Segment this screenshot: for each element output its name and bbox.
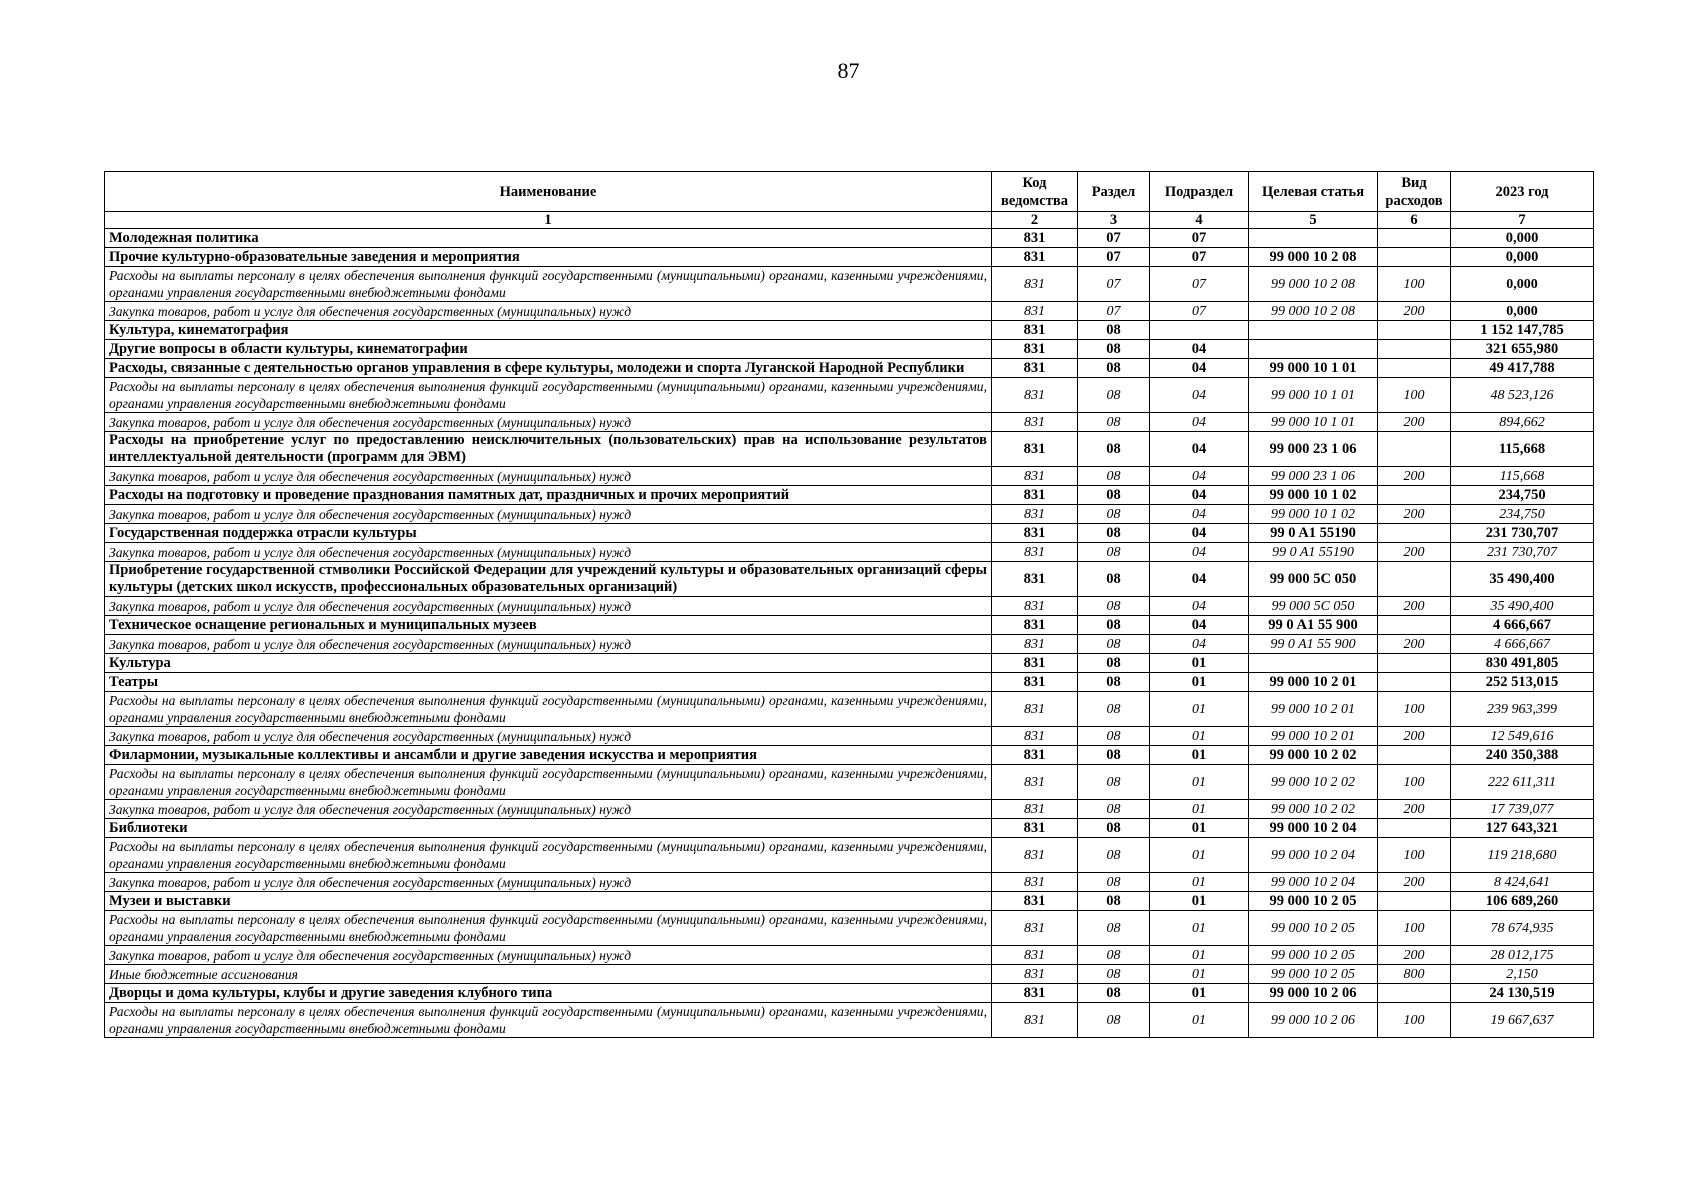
table-row [105, 965, 1594, 984]
row-target-cell: 99 000 10 2 01 [1249, 673, 1378, 692]
row-kind-cell [1378, 562, 1451, 597]
row-target-cell: 99 000 10 2 05 [1249, 946, 1378, 965]
row-target-cell: 99 000 10 2 02 [1249, 765, 1378, 800]
row-code-cell: 831 [992, 229, 1078, 248]
row-name-cell: Театры [105, 673, 992, 692]
row-kind-cell [1378, 229, 1451, 248]
header-target: Целевая статья [1249, 172, 1378, 212]
row-code-cell: 831 [992, 413, 1078, 432]
row-subsection-cell: 04 [1150, 413, 1249, 432]
row-section-cell: 08 [1078, 597, 1150, 616]
row-name-cell: Расходы, связанные с деятельностью органов управления в сфере культуры, молодежи и спорта Луганской Народной Республики [105, 359, 992, 378]
table-row [105, 229, 1594, 248]
row-name-cell: Закупка товаров, работ и услуг для обеспечения государственных (муниципальных) нужд [105, 543, 992, 562]
row-amount-cell: 17 739,077 [1451, 800, 1594, 819]
table-row [105, 873, 1594, 892]
row-name-cell: Закупка товаров, работ и услуг для обеспечения государственных (муниципальных) нужд [105, 946, 992, 965]
row-amount-cell: 4 666,667 [1451, 616, 1594, 635]
row-section-cell: 08 [1078, 965, 1150, 984]
row-section-cell: 08 [1078, 946, 1150, 965]
row-amount-cell: 8 424,641 [1451, 873, 1594, 892]
table-row [105, 543, 1594, 562]
column-number: 3 [1078, 212, 1150, 229]
table-row [105, 505, 1594, 524]
header-section: Раздел [1078, 172, 1150, 212]
row-code-cell: 831 [992, 486, 1078, 505]
row-code-cell: 831 [992, 321, 1078, 340]
row-name-cell: Расходы на выплаты персоналу в целях обеспечения выполнения функций государственными (муниципальными) органами, казенными учреждениями, органами управления государственными внебюджетными фондами [105, 838, 992, 873]
row-section-cell: 08 [1078, 746, 1150, 765]
table-row [105, 984, 1594, 1003]
table-body [105, 229, 1594, 1038]
row-section-cell: 08 [1078, 838, 1150, 873]
row-amount-cell: 35 490,400 [1451, 562, 1594, 597]
column-number-row [105, 212, 1594, 229]
row-amount-cell: 231 730,707 [1451, 543, 1594, 562]
table-row [105, 524, 1594, 543]
row-subsection-cell: 04 [1150, 432, 1249, 467]
row-subsection-cell: 04 [1150, 616, 1249, 635]
row-section-cell: 07 [1078, 302, 1150, 321]
row-target-cell [1249, 654, 1378, 673]
column-number: 4 [1150, 212, 1249, 229]
row-target-cell: 99 000 10 1 01 [1249, 359, 1378, 378]
row-section-cell: 07 [1078, 229, 1150, 248]
row-section-cell: 08 [1078, 340, 1150, 359]
row-kind-cell: 100 [1378, 267, 1451, 302]
row-kind-cell: 200 [1378, 727, 1451, 746]
row-amount-cell: 0,000 [1451, 229, 1594, 248]
row-section-cell: 08 [1078, 543, 1150, 562]
row-subsection-cell: 01 [1150, 692, 1249, 727]
row-name-cell: Культура, кинематография [105, 321, 992, 340]
row-code-cell: 831 [992, 1003, 1078, 1038]
row-name-cell: Приобретение государственной стмволики Российской Федерации для учреждений культуры и образовательных организаций сферы культуры (детских школ искусств, профессиональных образовательных организаций) [105, 562, 992, 597]
row-amount-cell: 0,000 [1451, 267, 1594, 302]
row-subsection-cell: 04 [1150, 635, 1249, 654]
row-amount-cell: 830 491,805 [1451, 654, 1594, 673]
row-section-cell: 08 [1078, 765, 1150, 800]
row-code-cell: 831 [992, 911, 1078, 946]
row-code-cell: 831 [992, 635, 1078, 654]
row-name-cell: Библиотеки [105, 819, 992, 838]
row-target-cell: 99 000 10 2 04 [1249, 838, 1378, 873]
row-section-cell: 08 [1078, 321, 1150, 340]
row-subsection-cell: 04 [1150, 340, 1249, 359]
row-section-cell: 08 [1078, 727, 1150, 746]
row-target-cell: 99 000 10 2 06 [1249, 984, 1378, 1003]
row-name-cell: Закупка товаров, работ и услуг для обеспечения государственных (муниципальных) нужд [105, 727, 992, 746]
row-code-cell: 831 [992, 267, 1078, 302]
row-kind-cell: 800 [1378, 965, 1451, 984]
row-subsection-cell: 04 [1150, 562, 1249, 597]
table-row [105, 654, 1594, 673]
row-kind-cell [1378, 340, 1451, 359]
budget-table [104, 171, 1594, 1038]
row-subsection-cell: 07 [1150, 267, 1249, 302]
table-row [105, 413, 1594, 432]
row-target-cell: 99 000 10 2 02 [1249, 800, 1378, 819]
row-name-cell: Закупка товаров, работ и услуг для обеспечения государственных (муниципальных) нужд [105, 635, 992, 654]
row-code-cell: 831 [992, 505, 1078, 524]
row-subsection-cell: 04 [1150, 597, 1249, 616]
row-code-cell: 831 [992, 302, 1078, 321]
row-code-cell: 831 [992, 432, 1078, 467]
row-code-cell: 831 [992, 654, 1078, 673]
row-name-cell: Прочие культурно-образовательные заведения и мероприятия [105, 248, 992, 267]
row-kind-cell [1378, 819, 1451, 838]
row-section-cell: 08 [1078, 673, 1150, 692]
table-row [105, 727, 1594, 746]
row-target-cell: 99 000 10 2 05 [1249, 892, 1378, 911]
row-target-cell [1249, 229, 1378, 248]
row-name-cell: Расходы на выплаты персоналу в целях обеспечения выполнения функций государственными (муниципальными) органами, казенными учреждениями, органами управления государственными внебюджетными фондами [105, 765, 992, 800]
row-kind-cell: 200 [1378, 635, 1451, 654]
row-subsection-cell: 01 [1150, 873, 1249, 892]
row-name-cell: Государственная поддержка отрасли культуры [105, 524, 992, 543]
row-subsection-cell: 01 [1150, 1003, 1249, 1038]
table-row [105, 302, 1594, 321]
row-amount-cell: 127 643,321 [1451, 819, 1594, 838]
row-amount-cell: 894,662 [1451, 413, 1594, 432]
row-amount-cell: 48 523,126 [1451, 378, 1594, 413]
row-amount-cell: 239 963,399 [1451, 692, 1594, 727]
row-kind-cell: 100 [1378, 838, 1451, 873]
row-kind-cell [1378, 524, 1451, 543]
row-section-cell: 08 [1078, 378, 1150, 413]
row-kind-cell [1378, 673, 1451, 692]
row-code-cell: 831 [992, 838, 1078, 873]
row-code-cell: 831 [992, 800, 1078, 819]
row-name-cell: Расходы на выплаты персоналу в целях обеспечения выполнения функций государственными (муниципальными) органами, казенными учреждениями, органами управления государственными внебюджетными фондами [105, 1003, 992, 1038]
row-amount-cell: 240 350,388 [1451, 746, 1594, 765]
row-code-cell: 831 [992, 746, 1078, 765]
row-amount-cell: 0,000 [1451, 302, 1594, 321]
table-row [105, 562, 1594, 597]
row-kind-cell [1378, 654, 1451, 673]
row-kind-cell [1378, 359, 1451, 378]
row-name-cell: Расходы на выплаты персоналу в целях обеспечения выполнения функций государственными (муниципальными) органами, казенными учреждениями, органами управления государственными внебюджетными фондами [105, 267, 992, 302]
header-name: Наименование [105, 172, 992, 212]
row-section-cell: 08 [1078, 800, 1150, 819]
row-target-cell: 99 000 10 2 05 [1249, 911, 1378, 946]
row-code-cell: 831 [992, 340, 1078, 359]
header-kind: Вид расходов [1378, 172, 1451, 212]
row-section-cell: 08 [1078, 486, 1150, 505]
row-code-cell: 831 [992, 616, 1078, 635]
row-kind-cell [1378, 432, 1451, 467]
row-amount-cell: 252 513,015 [1451, 673, 1594, 692]
table-row [105, 635, 1594, 654]
row-amount-cell: 19 667,637 [1451, 1003, 1594, 1038]
row-section-cell: 08 [1078, 359, 1150, 378]
table-row [105, 248, 1594, 267]
row-target-cell: 99 000 10 2 04 [1249, 873, 1378, 892]
row-amount-cell: 231 730,707 [1451, 524, 1594, 543]
row-subsection-cell: 01 [1150, 673, 1249, 692]
row-target-cell [1249, 340, 1378, 359]
row-subsection-cell: 07 [1150, 302, 1249, 321]
row-section-cell: 07 [1078, 248, 1150, 267]
row-subsection-cell: 07 [1150, 229, 1249, 248]
row-code-cell: 831 [992, 692, 1078, 727]
row-target-cell: 99 0 A1 55190 [1249, 543, 1378, 562]
row-kind-cell: 100 [1378, 1003, 1451, 1038]
row-target-cell: 99 000 10 1 01 [1249, 378, 1378, 413]
row-code-cell: 831 [992, 524, 1078, 543]
row-amount-cell: 12 549,616 [1451, 727, 1594, 746]
row-section-cell: 08 [1078, 984, 1150, 1003]
row-amount-cell: 24 130,519 [1451, 984, 1594, 1003]
row-name-cell: Расходы на подготовку и проведение празднования памятных дат, праздничных и прочих мероприятий [105, 486, 992, 505]
table-row [105, 340, 1594, 359]
row-section-cell: 08 [1078, 654, 1150, 673]
row-subsection-cell: 01 [1150, 800, 1249, 819]
row-amount-cell: 222 611,311 [1451, 765, 1594, 800]
row-target-cell: 99 000 10 2 08 [1249, 267, 1378, 302]
row-kind-cell: 200 [1378, 302, 1451, 321]
header-row [105, 172, 1594, 212]
column-number: 6 [1378, 212, 1451, 229]
row-name-cell: Другие вопросы в области культуры, кинематографии [105, 340, 992, 359]
row-target-cell: 99 000 10 2 01 [1249, 727, 1378, 746]
row-target-cell: 99 000 10 2 08 [1249, 248, 1378, 267]
row-name-cell: Закупка товаров, работ и услуг для обеспечения государственных (муниципальных) нужд [105, 467, 992, 486]
row-subsection-cell: 01 [1150, 946, 1249, 965]
row-target-cell: 99 000 5C 050 [1249, 597, 1378, 616]
row-kind-cell: 100 [1378, 765, 1451, 800]
row-amount-cell: 321 655,980 [1451, 340, 1594, 359]
row-name-cell: Закупка товаров, работ и услуг для обеспечения государственных (муниципальных) нужд [105, 302, 992, 321]
row-amount-cell: 115,668 [1451, 432, 1594, 467]
table-row [105, 819, 1594, 838]
row-subsection-cell: 01 [1150, 819, 1249, 838]
header-code: Код ведомства [992, 172, 1078, 212]
header-subsection: Подраздел [1150, 172, 1249, 212]
row-section-cell: 07 [1078, 267, 1150, 302]
table-row [105, 1003, 1594, 1038]
row-amount-cell: 234,750 [1451, 486, 1594, 505]
row-section-cell: 08 [1078, 562, 1150, 597]
row-code-cell: 831 [992, 727, 1078, 746]
row-section-cell: 08 [1078, 432, 1150, 467]
row-code-cell: 831 [992, 597, 1078, 616]
row-amount-cell: 1 152 147,785 [1451, 321, 1594, 340]
row-name-cell: Расходы на выплаты персоналу в целях обеспечения выполнения функций государственными (муниципальными) органами, казенными учреждениями, органами управления государственными внебюджетными фондами [105, 911, 992, 946]
row-code-cell: 831 [992, 467, 1078, 486]
row-section-cell: 08 [1078, 692, 1150, 727]
row-subsection-cell: 04 [1150, 543, 1249, 562]
header-amount: 2023 год [1451, 172, 1594, 212]
row-section-cell: 08 [1078, 892, 1150, 911]
column-number: 7 [1451, 212, 1594, 229]
row-target-cell: 99 000 10 2 06 [1249, 1003, 1378, 1038]
row-amount-cell: 28 012,175 [1451, 946, 1594, 965]
row-kind-cell: 100 [1378, 911, 1451, 946]
row-subsection-cell: 01 [1150, 765, 1249, 800]
row-code-cell: 831 [992, 819, 1078, 838]
row-amount-cell: 119 218,680 [1451, 838, 1594, 873]
row-target-cell: 99 000 10 2 02 [1249, 746, 1378, 765]
row-amount-cell: 4 666,667 [1451, 635, 1594, 654]
row-target-cell: 99 0 A1 55 900 [1249, 635, 1378, 654]
row-code-cell: 831 [992, 965, 1078, 984]
row-section-cell: 08 [1078, 635, 1150, 654]
row-kind-cell: 100 [1378, 378, 1451, 413]
row-name-cell: Культура [105, 654, 992, 673]
row-subsection-cell: 01 [1150, 984, 1249, 1003]
row-kind-cell: 200 [1378, 413, 1451, 432]
table-row [105, 911, 1594, 946]
row-kind-cell: 200 [1378, 946, 1451, 965]
row-subsection-cell: 04 [1150, 505, 1249, 524]
row-target-cell: 99 000 23 1 06 [1249, 432, 1378, 467]
row-name-cell: Расходы на выплаты персоналу в целях обеспечения выполнения функций государственными (муниципальными) органами, казенными учреждениями, органами управления государственными внебюджетными фондами [105, 692, 992, 727]
row-kind-cell [1378, 892, 1451, 911]
table-row [105, 616, 1594, 635]
table-row [105, 321, 1594, 340]
row-subsection-cell: 01 [1150, 727, 1249, 746]
row-section-cell: 08 [1078, 1003, 1150, 1038]
table-row [105, 359, 1594, 378]
row-code-cell: 831 [992, 543, 1078, 562]
row-name-cell: Дворцы и дома культуры, клубы и другие заведения клубного типа [105, 984, 992, 1003]
row-target-cell: 99 000 10 1 01 [1249, 413, 1378, 432]
row-amount-cell: 115,668 [1451, 467, 1594, 486]
row-target-cell: 99 0 A1 55 900 [1249, 616, 1378, 635]
row-name-cell: Закупка товаров, работ и услуг для обеспечения государственных (муниципальных) нужд [105, 800, 992, 819]
row-subsection-cell: 04 [1150, 524, 1249, 543]
row-subsection-cell: 04 [1150, 467, 1249, 486]
row-code-cell: 831 [992, 765, 1078, 800]
row-target-cell: 99 000 10 1 02 [1249, 486, 1378, 505]
row-amount-cell: 78 674,935 [1451, 911, 1594, 946]
row-amount-cell: 49 417,788 [1451, 359, 1594, 378]
row-code-cell: 831 [992, 946, 1078, 965]
row-name-cell: Филармонии, музыкальные коллективы и ансамбли и другие заведения искусства и мероприятия [105, 746, 992, 765]
row-section-cell: 08 [1078, 873, 1150, 892]
row-kind-cell: 200 [1378, 800, 1451, 819]
table-row [105, 432, 1594, 467]
row-name-cell: Музеи и выставки [105, 892, 992, 911]
row-target-cell: 99 000 23 1 06 [1249, 467, 1378, 486]
row-kind-cell [1378, 746, 1451, 765]
row-name-cell: Закупка товаров, работ и услуг для обеспечения государственных (муниципальных) нужд [105, 413, 992, 432]
row-kind-cell [1378, 616, 1451, 635]
row-name-cell: Молодежная политика [105, 229, 992, 248]
page-number: 87 [837, 58, 860, 83]
row-code-cell: 831 [992, 873, 1078, 892]
row-target-cell: 99 0 A1 55190 [1249, 524, 1378, 543]
row-subsection-cell: 04 [1150, 378, 1249, 413]
table-row [105, 892, 1594, 911]
row-code-cell: 831 [992, 562, 1078, 597]
row-subsection-cell: 01 [1150, 654, 1249, 673]
row-target-cell: 99 000 10 2 08 [1249, 302, 1378, 321]
row-target-cell: 99 000 10 1 02 [1249, 505, 1378, 524]
row-target-cell: 99 000 10 2 01 [1249, 692, 1378, 727]
table-row [105, 765, 1594, 800]
table-row [105, 800, 1594, 819]
row-kind-cell [1378, 984, 1451, 1003]
row-kind-cell: 200 [1378, 597, 1451, 616]
row-subsection-cell [1150, 321, 1249, 340]
table-row [105, 838, 1594, 873]
column-number: 1 [105, 212, 992, 229]
column-number: 5 [1249, 212, 1378, 229]
row-kind-cell: 200 [1378, 467, 1451, 486]
row-section-cell: 08 [1078, 616, 1150, 635]
row-subsection-cell: 04 [1150, 359, 1249, 378]
row-subsection-cell: 01 [1150, 838, 1249, 873]
row-kind-cell: 100 [1378, 692, 1451, 727]
row-name-cell: Техническое оснащение региональных и муниципальных музеев [105, 616, 992, 635]
row-name-cell: Иные бюджетные ассигнования [105, 965, 992, 984]
row-kind-cell [1378, 486, 1451, 505]
row-section-cell: 08 [1078, 911, 1150, 946]
table-row [105, 267, 1594, 302]
table-row [105, 673, 1594, 692]
row-kind-cell: 200 [1378, 543, 1451, 562]
table-row [105, 486, 1594, 505]
row-code-cell: 831 [992, 984, 1078, 1003]
row-code-cell: 831 [992, 248, 1078, 267]
table-row [105, 467, 1594, 486]
row-section-cell: 08 [1078, 505, 1150, 524]
row-subsection-cell: 01 [1150, 911, 1249, 946]
row-target-cell [1249, 321, 1378, 340]
row-section-cell: 08 [1078, 467, 1150, 486]
row-amount-cell: 2,150 [1451, 965, 1594, 984]
row-amount-cell: 35 490,400 [1451, 597, 1594, 616]
table-row [105, 597, 1594, 616]
table-row [105, 692, 1594, 727]
table-row [105, 378, 1594, 413]
table-row [105, 746, 1594, 765]
row-subsection-cell: 01 [1150, 965, 1249, 984]
row-section-cell: 08 [1078, 524, 1150, 543]
row-kind-cell [1378, 248, 1451, 267]
row-code-cell: 831 [992, 378, 1078, 413]
row-kind-cell: 200 [1378, 873, 1451, 892]
row-name-cell: Закупка товаров, работ и услуг для обеспечения государственных (муниципальных) нужд [105, 873, 992, 892]
row-amount-cell: 106 689,260 [1451, 892, 1594, 911]
row-code-cell: 831 [992, 892, 1078, 911]
row-kind-cell [1378, 321, 1451, 340]
row-kind-cell: 200 [1378, 505, 1451, 524]
row-name-cell: Расходы на приобретение услуг по предоставлению неисключительных (пользовательских) прав на использование результатов интеллектуальной деятельности (программ для ЭВМ) [105, 432, 992, 467]
row-code-cell: 831 [992, 673, 1078, 692]
row-name-cell: Расходы на выплаты персоналу в целях обеспечения выполнения функций государственными (муниципальными) органами, казенными учреждениями, органами управления государственными внебюджетными фондами [105, 378, 992, 413]
row-amount-cell: 0,000 [1451, 248, 1594, 267]
row-name-cell: Закупка товаров, работ и услуг для обеспечения государственных (муниципальных) нужд [105, 597, 992, 616]
row-subsection-cell: 01 [1150, 746, 1249, 765]
row-target-cell: 99 000 10 2 04 [1249, 819, 1378, 838]
row-section-cell: 08 [1078, 819, 1150, 838]
row-subsection-cell: 04 [1150, 486, 1249, 505]
row-subsection-cell: 07 [1150, 248, 1249, 267]
row-target-cell: 99 000 10 2 05 [1249, 965, 1378, 984]
column-number: 2 [992, 212, 1078, 229]
row-subsection-cell: 01 [1150, 892, 1249, 911]
table-row [105, 946, 1594, 965]
row-target-cell: 99 000 5C 050 [1249, 562, 1378, 597]
row-name-cell: Закупка товаров, работ и услуг для обеспечения государственных (муниципальных) нужд [105, 505, 992, 524]
row-amount-cell: 234,750 [1451, 505, 1594, 524]
row-code-cell: 831 [992, 359, 1078, 378]
row-section-cell: 08 [1078, 413, 1150, 432]
